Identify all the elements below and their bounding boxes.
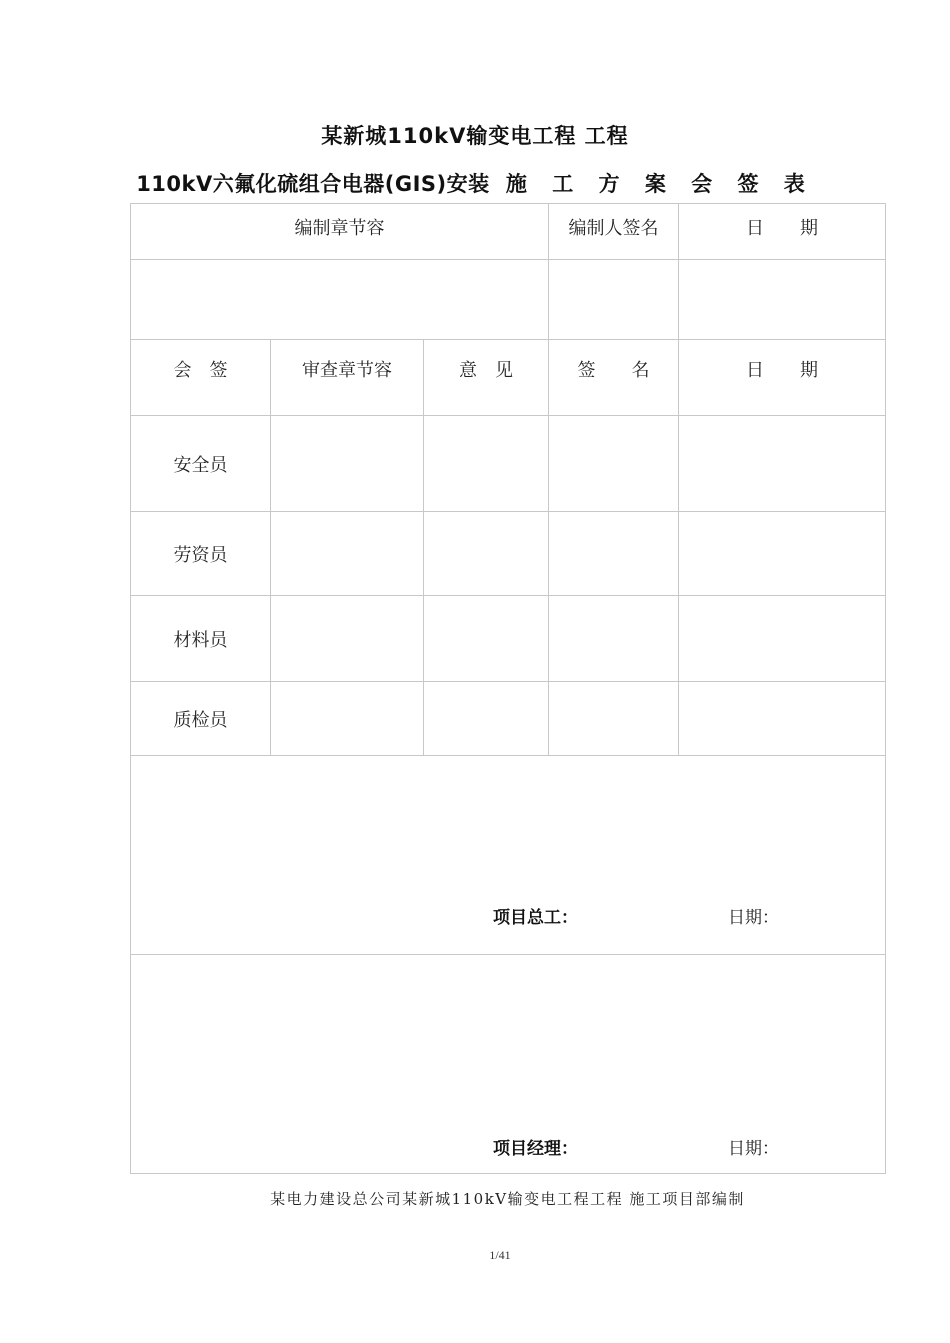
grid-line — [130, 954, 886, 955]
chief-engineer-label: 项目总工： — [493, 908, 578, 928]
role-materials-officer: 材料员 — [173, 629, 228, 651]
review-header-opinion: 意 见 — [459, 360, 513, 381]
chapter-input-cell[interactable] — [131, 260, 548, 339]
role-safety-officer: 安全员 — [173, 454, 228, 476]
grid-line — [130, 1173, 886, 1174]
author-sign-cell[interactable] — [549, 260, 678, 339]
author-date-cell[interactable] — [679, 260, 885, 339]
grid-line — [270, 339, 271, 756]
review-header-chapter: 审查章节容 — [302, 360, 392, 381]
header-date: 日 期 — [746, 218, 818, 239]
chief-engineer-date-label: 日期： — [728, 908, 779, 928]
project-manager-label: 项目经理： — [493, 1139, 578, 1159]
form-title-suffix: 施 工 方 案 会 签 表 — [489, 172, 814, 196]
role-quality-inspector: 质检员 — [173, 709, 228, 731]
header-author-sign: 编制人签名 — [568, 218, 659, 239]
form-title — [0, 168, 950, 198]
role-labor-officer: 劳资员 — [173, 544, 228, 566]
grid-line — [130, 755, 886, 756]
review-header-countersign: 会 签 — [173, 360, 228, 381]
form-title-main: 110kV六氟化硫组合电器(GIS)安装 — [136, 172, 490, 196]
grid-line — [885, 203, 886, 1174]
header-chapter: 编制章节容 — [294, 218, 385, 239]
grid-line — [423, 339, 424, 756]
review-header-date: 日 期 — [746, 360, 818, 381]
document-title: 某新城110kV输变电工程 工程 — [321, 124, 629, 148]
page-number: 1/41 — [489, 1248, 511, 1262]
footer-note: 某电力建设总公司某新城110kV输变电工程工程 施工项目部编制 — [270, 1190, 745, 1208]
project-manager-date-label: 日期： — [728, 1139, 779, 1159]
review-header-signature: 签 名 — [577, 360, 650, 381]
